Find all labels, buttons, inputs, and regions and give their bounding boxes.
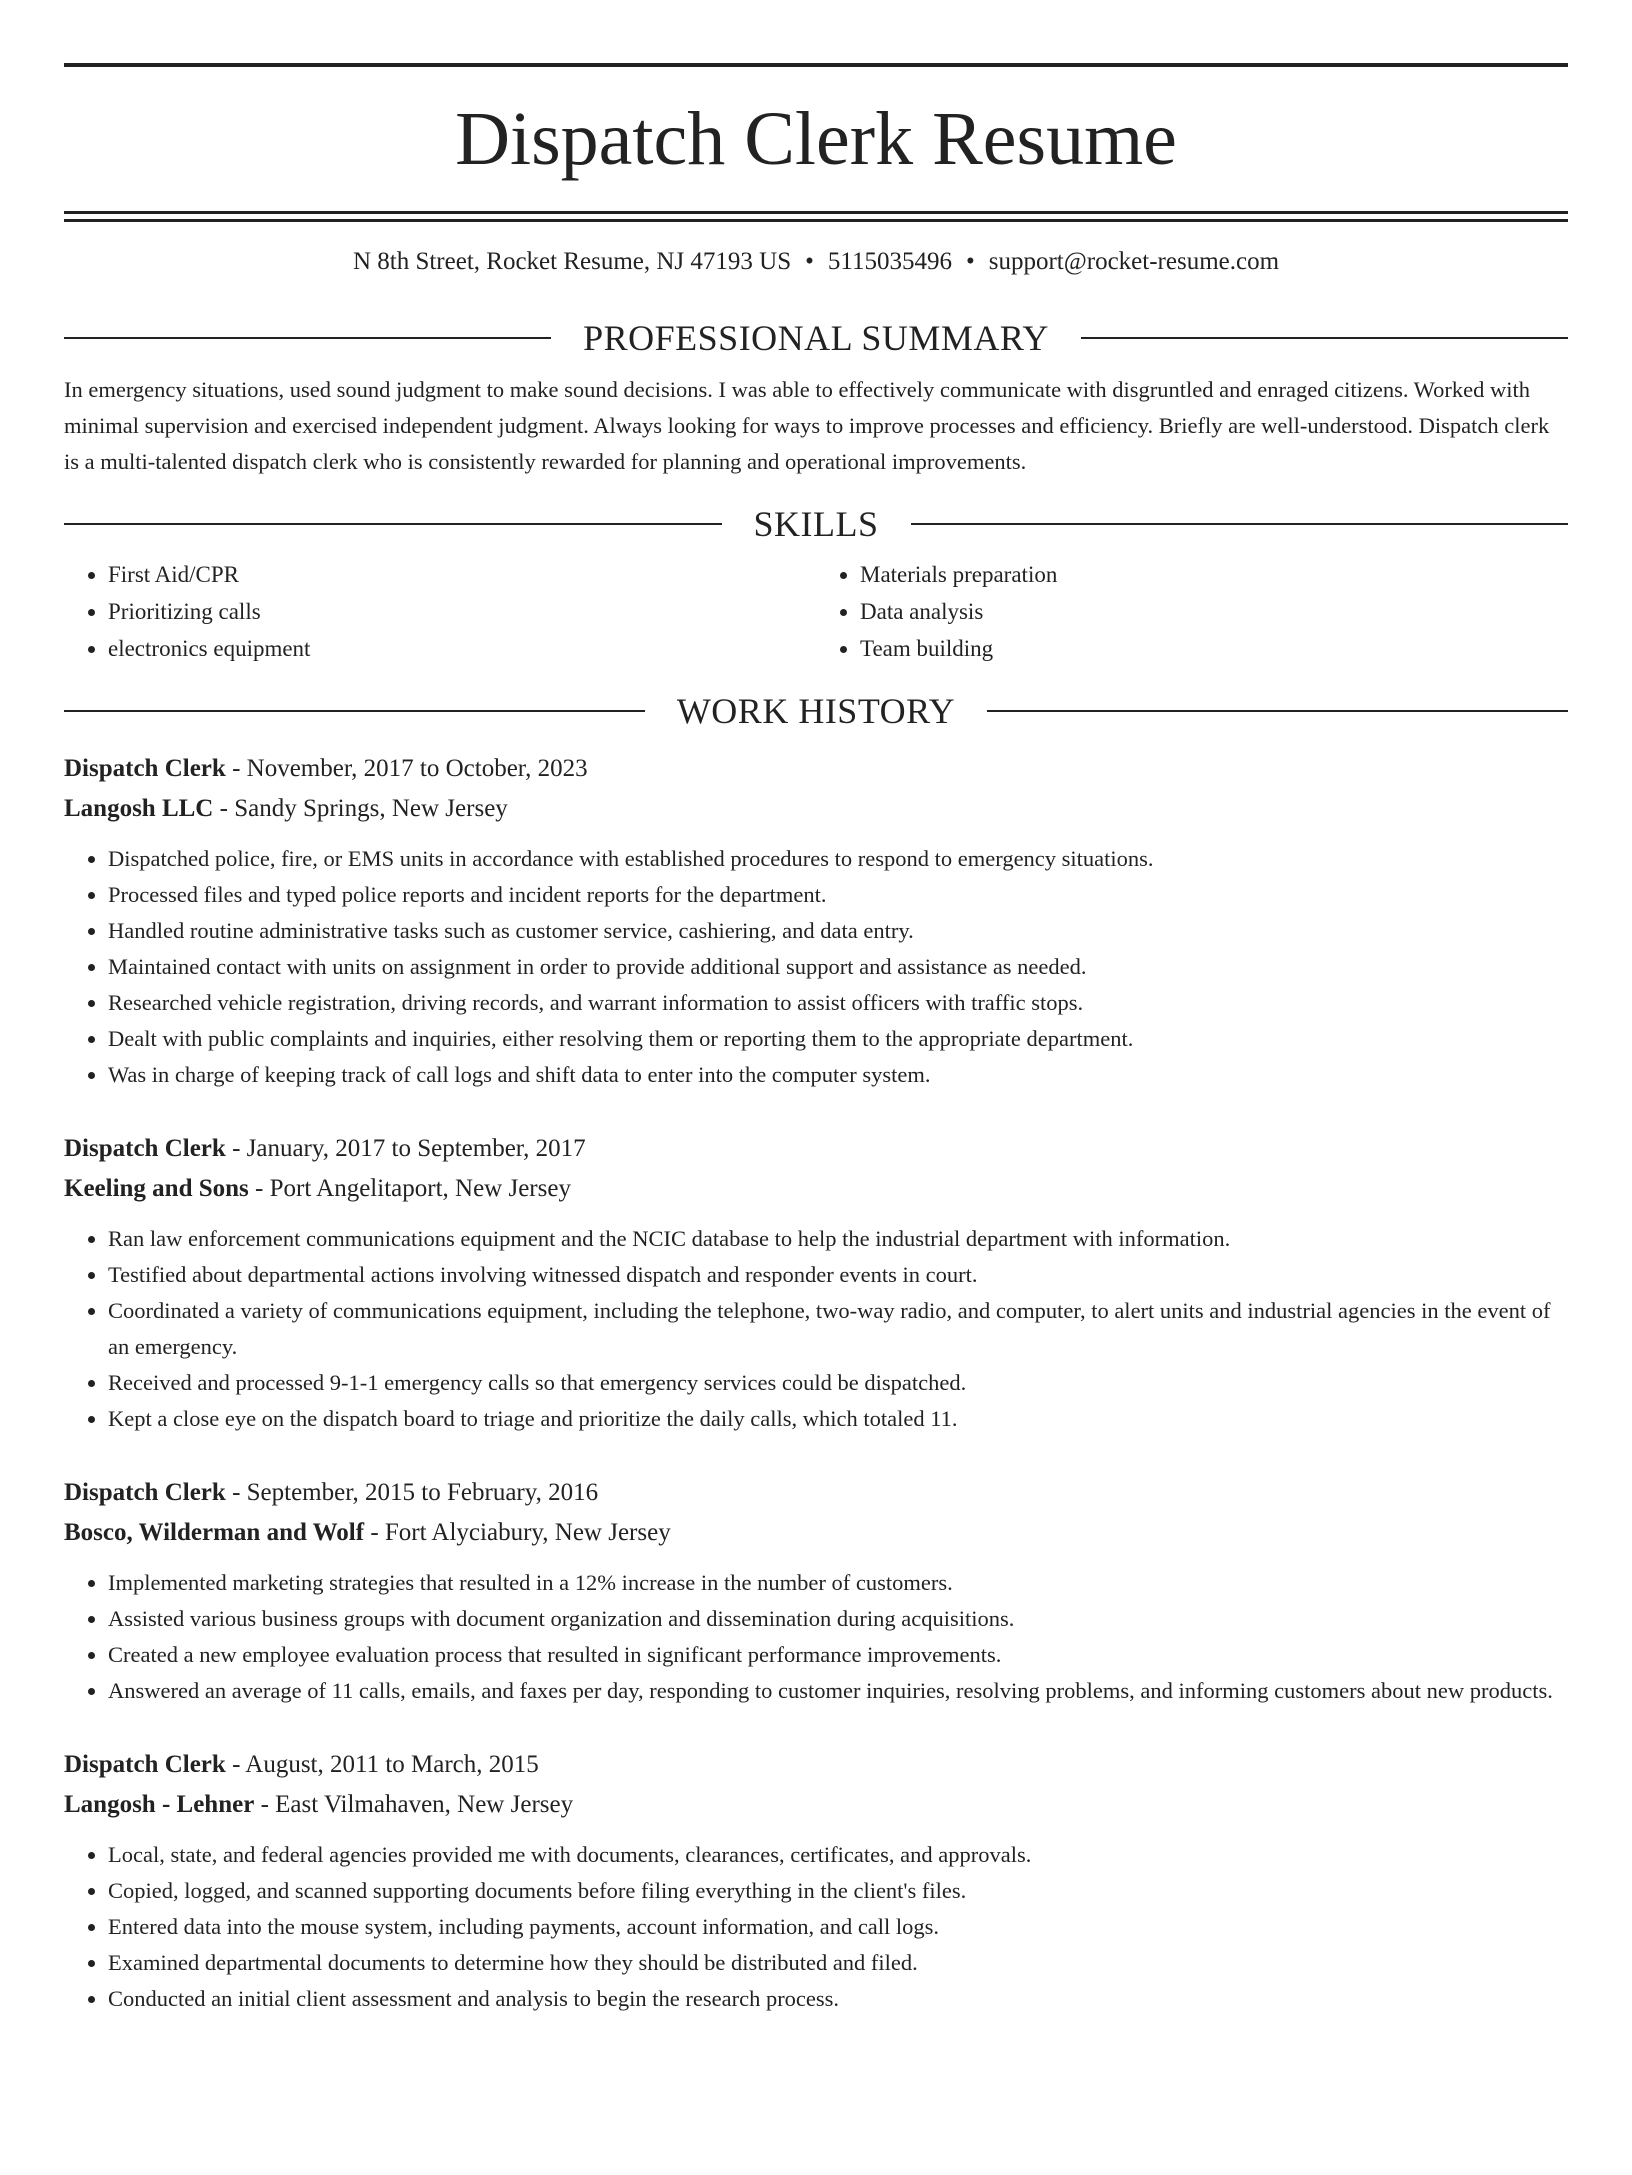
skills-list (64, 556, 1568, 667)
job-dates: September, 2015 to February, 2016 (246, 1479, 599, 1506)
skill-item: • Materials preparation (860, 556, 1568, 593)
heading-rule-left (64, 337, 551, 339)
job-bullet: • Testified about departmental actions involving witnessed dispatch and responder events in court. (108, 1257, 1568, 1293)
work-history-heading (64, 689, 1568, 733)
contact-separator: • (805, 248, 814, 275)
contact-line (64, 246, 1568, 278)
summary-text: In emergency situations, used sound judgment to make sound decisions. I was able to effectively communicate with disgruntled and enraged citizens. Worked with minimal supervision and exercised independent judgment. Always looking for ways to improve processes and efficiency. Briefly are well-understood. Dispatch clerk is a multi-talented dispatch clerk who is consistently rewarded for planning and operational improvements. (64, 377, 1550, 474)
job-bullet: • Created a new employee evaluation process that resulted in significant performance improvements. (108, 1637, 1568, 1673)
heading-rule-right (911, 523, 1569, 525)
job-bullet: • Kept a close eye on the dispatch board to triage and prioritize the daily calls, which totaled 11. (108, 1401, 1568, 1437)
job-dash: - (248, 1175, 270, 1202)
skills-heading (64, 502, 1568, 546)
job-bullets (64, 1565, 1568, 1709)
job-dash: - (225, 1479, 247, 1506)
skill-item: • Data analysis (860, 593, 1568, 630)
job-company-line (64, 789, 1568, 829)
heading-rule-left (64, 523, 722, 525)
skills-column-left (64, 556, 816, 667)
job-title-line (64, 749, 1568, 789)
job-entry (64, 1745, 1568, 2017)
job-title-line (64, 1473, 1568, 1513)
job-title-line (64, 1745, 1568, 1785)
job-bullets (64, 841, 1568, 1093)
job-dash: - (225, 1135, 247, 1162)
job-title: Dispatch Clerk (64, 1479, 226, 1506)
job-dash: - (213, 795, 235, 822)
job-location: East Vilmahaven, New Jersey (275, 1791, 574, 1818)
job-location: Sandy Springs, New Jersey (234, 795, 508, 822)
job-title: Dispatch Clerk (64, 1751, 226, 1778)
job-bullets (64, 1837, 1568, 2017)
job-dash: - (364, 1519, 385, 1546)
job-bullet: • Local, state, and federal agencies provided me with documents, clearances, certificates, and approvals. (108, 1837, 1568, 1873)
job-dates: November, 2017 to October, 2023 (246, 755, 588, 782)
summary-heading-label: PROFESSIONAL SUMMARY (583, 318, 1049, 358)
job-bullet: • Dealt with public complaints and inquiries, either resolving them or reporting them to the appropriate department. (108, 1021, 1568, 1057)
job-dash: - (254, 1791, 276, 1818)
job-entry (64, 749, 1568, 1093)
job-bullet: • Examined departmental documents to determine how they should be distributed and filed. (108, 1945, 1568, 1981)
job-bullet: • Coordinated a variety of communications equipment, including the telephone, two-way radio, and computer, to alert units and industrial agencies in the event of an emergency. (108, 1293, 1568, 1365)
job-bullet: • Assisted various business groups with document organization and dissemination during acquisitions. (108, 1601, 1568, 1637)
job-bullet: • Was in charge of keeping track of call logs and shift data to enter into the computer system. (108, 1057, 1568, 1093)
skills-column-right (816, 556, 1568, 667)
title-double-rule (64, 211, 1568, 222)
job-company: Bosco, Wilderman and Wolf (64, 1519, 365, 1546)
job-company-line (64, 1169, 1568, 1209)
job-dates: January, 2017 to September, 2017 (246, 1135, 586, 1162)
job-entry (64, 1473, 1568, 1709)
job-bullets (64, 1221, 1568, 1437)
skill-item: • Team building (860, 630, 1568, 667)
skill-item: • electronics equipment (108, 630, 816, 667)
job-bullet: • Entered data into the mouse system, including payments, account information, and call logs. (108, 1909, 1568, 1945)
job-company: Langosh - Lehner (64, 1791, 255, 1818)
work-history-heading-label: WORK HISTORY (676, 691, 956, 731)
job-bullet: • Dispatched police, fire, or EMS units in accordance with established procedures to respond to emergency situations. (108, 841, 1568, 877)
top-rule (64, 63, 1568, 67)
skill-item: • Prioritizing calls (108, 593, 816, 630)
contact-email: support@rocket-resume.com (988, 248, 1280, 275)
job-title-line (64, 1129, 1568, 1169)
job-company: Keeling and Sons (64, 1175, 249, 1202)
job-bullet: • Processed files and typed police reports and incident reports for the department. (108, 877, 1568, 913)
job-bullet: • Researched vehicle registration, driving records, and warrant information to assist officers with traffic stops. (108, 985, 1568, 1021)
job-company: Langosh LLC (64, 795, 214, 822)
job-dash: - (225, 755, 247, 782)
job-location: Fort Alyciabury, New Jersey (384, 1519, 671, 1546)
heading-rule-right (1081, 337, 1568, 339)
contact-phone: 5115035496 (827, 248, 952, 275)
job-bullet: • Implemented marketing strategies that resulted in a 12% increase in the number of customers. (108, 1565, 1568, 1601)
job-bullet: • Maintained contact with units on assignment in order to provide additional support and assistance as needed. (108, 949, 1568, 985)
heading-rule-left (64, 710, 645, 712)
job-dash: - (225, 1751, 246, 1778)
job-bullet: • Answered an average of 11 calls, emails, and faxes per day, responding to customer inquiries, resolving problems, and informing customers about new products. (108, 1673, 1568, 1709)
job-bullet: • Ran law enforcement communications equipment and the NCIC database to help the industrial department with information. (108, 1221, 1568, 1257)
job-bullet: • Conducted an initial client assessment and analysis to begin the research process. (108, 1981, 1568, 2017)
job-title: Dispatch Clerk (64, 1135, 226, 1162)
skill-item: • First Aid/CPR (108, 556, 816, 593)
job-bullet: • Copied, logged, and scanned supporting documents before filing everything in the client's files. (108, 1873, 1568, 1909)
resume-title: Dispatch Clerk Resume (455, 97, 1177, 181)
job-entry (64, 1129, 1568, 1437)
heading-rule-right (987, 710, 1568, 712)
job-company-line (64, 1513, 1568, 1553)
job-bullet: • Handled routine administrative tasks such as customer service, cashiering, and data entry. (108, 913, 1568, 949)
contact-separator: • (965, 248, 975, 275)
summary-heading (64, 316, 1568, 360)
skills-heading-label: SKILLS (753, 504, 879, 544)
job-company-line (64, 1785, 1568, 1825)
contact-address: N 8th Street, Rocket Resume, NJ 47193 US (352, 248, 792, 275)
job-title: Dispatch Clerk (64, 755, 226, 782)
job-bullet: • Received and processed 9-1-1 emergency calls so that emergency services could be dispatched. (108, 1365, 1568, 1401)
job-dates: August, 2011 to March, 2015 (245, 1751, 539, 1778)
resume-page (0, 63, 1632, 2175)
job-location: Port Angelitaport, New Jersey (269, 1175, 571, 1202)
